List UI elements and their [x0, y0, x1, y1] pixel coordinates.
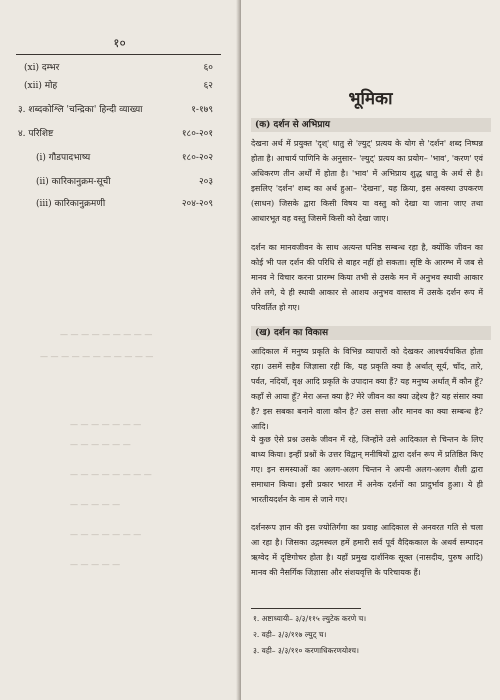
footnote: २. वही– ३/३/११७ ल्युट् च।: [253, 630, 327, 639]
page-title: भूमिका: [348, 89, 393, 109]
footnote: १. अष्टाध्यायी– ३/३/११५ ल्युटेक करणे च।: [253, 614, 367, 623]
section-heading-a: (क) दर्शन से अभिप्राय: [251, 118, 491, 132]
right-page: [241, 0, 500, 700]
footnote-rule: [251, 608, 361, 609]
header-rule: [16, 54, 221, 55]
footnote: ३. वही– ३/३/११० करणाधिकरणयोश्च।: [253, 646, 359, 655]
paragraph: दर्शनरूप ज्ञान की इस ज्योतिर्गंगा का प्रवाह आदिकाल से अनवरत गति से चला आ रहा है। जिसका उद्गमस्थल हमें हमारी सर्व पूर्व वैदिककाल के अथर्व सम्पादन ऋग्वेद में दृष्टिगोचर होता है। यहाँ प्रमुख दार्शनिक सूक्त (नासदीय, पुरुष आदि) मानव की नैसर्गिक जिज्ञासा और संशयवृत्ति के परिचायक हैं।: [251, 523, 483, 577]
paragraph: देखना अर्थ में प्रयुक्त 'दृश्' धातु से 'ल्युट्' प्रत्यय के योग से 'दर्शन' शब्द निष्पन्न होता है। आचार्य पाणिनि के अनुसार– 'ल्युट्' प्रत्यय का प्रयोग– 'भाव', 'करण' एवं अधिकरण तीन अर्थों में होता है। 'भाव' में अभिप्राय शुद्ध धातु के अर्थ से है। इसलिए 'दर्शन' शब्द का अर्थ हुआ– 'देखना', यह क्रिया, इस अवस्था उपकरण (साधन) जिसके द्वारा किसी विषय या वस्तु को देखा या जाना जाए तथा आधारभूत वह वस्तु जिसमें किसी को देखा जाए।: [251, 139, 483, 223]
left-page: १० (xi) दम्भर ६० (xii) मोह ६२ ३. शब्दकोश्लि 'चन्द्रिका' हिन्दी व्याख्या १-१७९ ४. परिशिष्ट १८०-२०१ (i) गौडपादभाष्य १८०-२०२ (ii) कारिकानुक्रम-सूची २०३ (iii) कारिकानुक्रमणी २०४-२०९ — — — — — — — — — — — — — — — — — — — — — — — — — — — — — — — — — — — — — — — — — — — — — — — — — — — — — — — — — —: [0, 0, 239, 700]
paragraph: ये कुछ ऐसे प्रश्न उसके जीवन में रहे, जिन्होंने उसे आदिकाल से चिन्तन के लिए बाध्य किया। इन्हीं प्रश्नों के उत्तर विद्वान् मनीषियों द्वारा दर्शन रूप में प्रतिष्ठित किए गए। इन समस्याओं का अलग-अलग चिन्तन ने अपनी अलग-अलग शैली द्वारा समाधान किया। इसी प्रकार भारत में अनेक दर्शनों का प्रादुर्भाव हुआ। ये ही भारतीयदर्शन के नाम से जाने गए।: [251, 435, 483, 504]
paragraph: दर्शन का मानवजीवन के साथ अत्यन्त घनिष्ठ सम्बन्ध रहा है, क्योंकि जीवन का कोई भी पल दर्शन की परिधि से बाहर नहीं हो सकता। सृष्टि के आरम्भ में जब से मानव ने विचार करना प्रारम्भ किया तभी से उसके मन में अनुभव स्थायी आकार लेने लगे, ये ही स्थायी आकार से आशय अनुभव वास्तव में उसके दर्शन रूप में परिवर्तित हो गए।: [251, 243, 483, 312]
page-number: १०: [113, 36, 126, 50]
section-heading-b: (ख) दर्शन का विकास: [251, 326, 491, 340]
paragraph: आदिकाल में मनुष्य प्रकृति के विभिन्न व्यापारों को देखकर आश्चर्यचकित होता रहा। उसमें सहैव जिज्ञासा रही कि, यह प्रकृति क्या है अर्थात् सूर्य, चाँद, तारे, पर्वत, नदियाँ, वृक्ष आदि प्रकृति के उपादान क्या हैं? यह मनुष्य अर्थात् मैं कौन हूँ? कहाँ से आया हूँ? मेरा अन्त क्या है? मेरे जीवन का क्या उद्देश्य है? यह संसार क्या है? इस सबका बनाने वाला कौन है? उस सत्ता और मानव का क्या सम्बन्ध है? आदि।: [251, 347, 483, 431]
